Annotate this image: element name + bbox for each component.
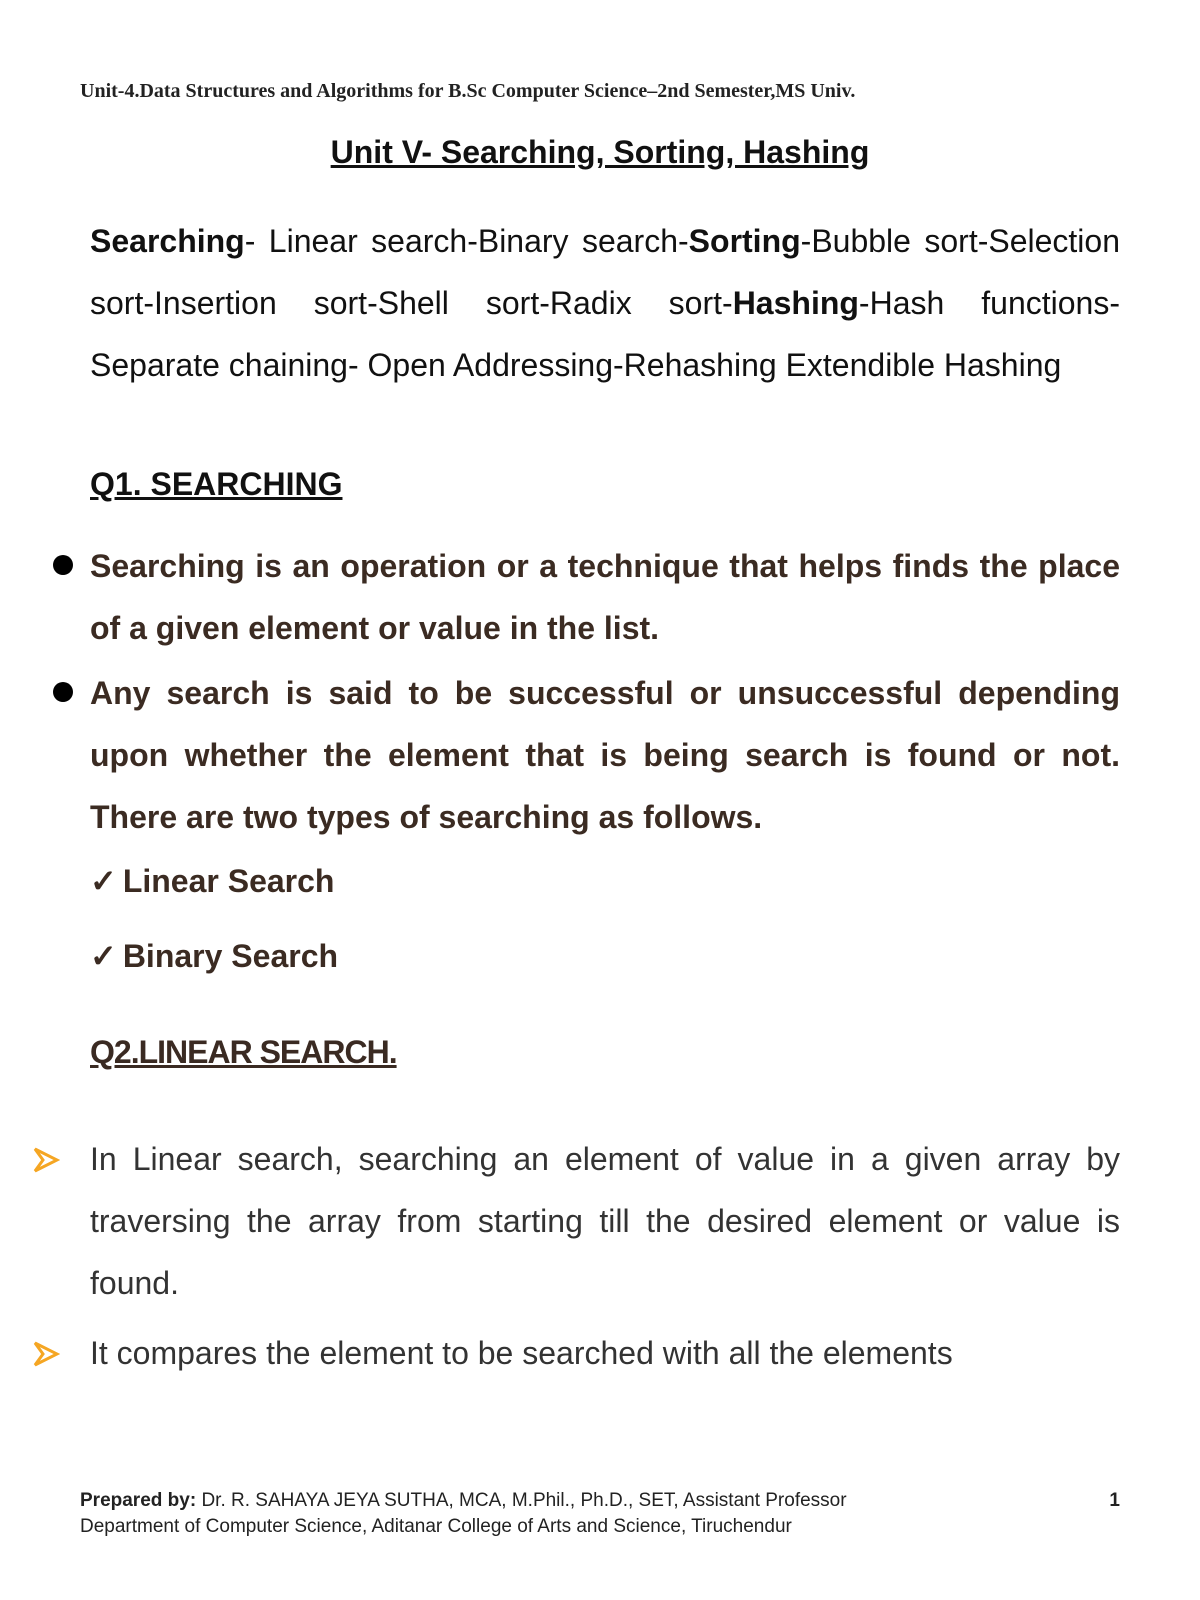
search-type-linear-label: Linear Search xyxy=(122,863,335,899)
bullet-dot-icon xyxy=(53,682,73,702)
q1-heading: Q1. SEARCHING xyxy=(90,466,343,502)
footer-prepared-line xyxy=(80,1488,1120,1514)
q2-point-1 xyxy=(90,1128,1120,1314)
syllabus-hashing: Hashing xyxy=(732,285,859,321)
arrow-bullet-icon xyxy=(32,1340,60,1368)
syllabus-searching-topics: - Linear search-Binary search- xyxy=(244,223,689,259)
footer-prepared-label: Prepared by: xyxy=(80,1490,197,1511)
arrow-bullet-icon xyxy=(32,1146,60,1174)
q1-bullet-1 xyxy=(90,535,1120,659)
q2-point-2-text: It compares the element to be searched with all the elements xyxy=(90,1335,953,1371)
bullet-dot-icon xyxy=(53,555,73,575)
search-type-linear xyxy=(90,862,334,900)
page-footer xyxy=(80,1488,1120,1540)
q2-point-2 xyxy=(90,1322,1120,1384)
footer-department: Department of Computer Science, Aditanar College of Arts and Science, Tiruchendur xyxy=(80,1516,792,1537)
footer-author: Dr. R. SAHAYA JEYA SUTHA, MCA, M.Phil., Ph.D., SET, Assistant Professor xyxy=(201,1490,847,1511)
running-header: Unit-4.Data Structures and Algorithms for B.Sc Computer Science–2nd Semester,MS Univ. xyxy=(80,80,856,102)
q1-bullet-2 xyxy=(90,662,1120,848)
page-title: Unit V- Searching, Sorting, Hashing xyxy=(330,134,870,170)
check-icon: ✓ xyxy=(90,938,117,974)
q1-bullet-2-text: Any search is said to be successful or unsuccessful depending upon whether the element that is being search is found or not. There are two types of searching as follows. xyxy=(90,675,1120,835)
search-type-binary xyxy=(90,937,338,975)
syllabus-sorting: Sorting xyxy=(688,223,801,259)
search-type-binary-label: Binary Search xyxy=(122,938,339,974)
q2-point-1-text: In Linear search, searching an element of value in a given array by traversing the array from starting till the desired element or value is found. xyxy=(90,1141,1120,1301)
q1-bullet-1-text: Searching is an operation or a technique that helps finds the place of a given element or value in the list. xyxy=(90,548,1120,646)
syllabus-paragraph xyxy=(90,210,1120,396)
q2-heading: Q2.LINEAR SEARCH. xyxy=(90,1034,397,1070)
syllabus-sorting-topics: -Bubble sort-Selection sort-Insertion sort-Shell sort-Radix sort- xyxy=(90,223,1121,321)
syllabus-hashing-topics: -Hash functions-Separate chaining- Open Addressing-Rehashing Extendible Hashing xyxy=(90,285,1121,383)
page-number: 1 xyxy=(1109,1490,1120,1511)
syllabus-searching: Searching xyxy=(90,223,245,259)
check-icon: ✓ xyxy=(90,863,117,899)
